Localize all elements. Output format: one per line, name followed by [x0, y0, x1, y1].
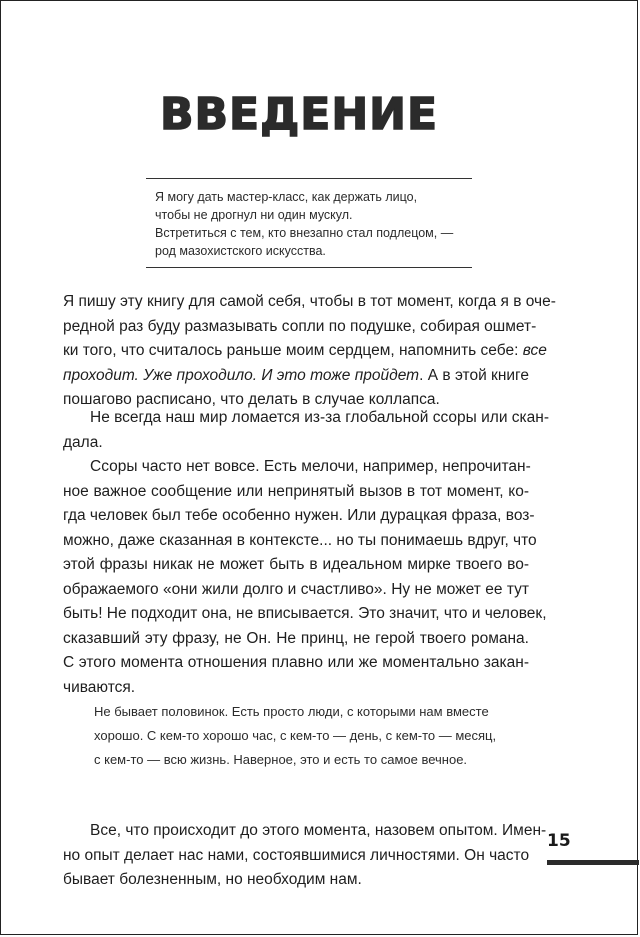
text-line: но опыт делает нас нами, состоявшимися личностями. Он часто [63, 846, 530, 864]
text-line: Все, что происходит до этого момента, назовем опытом. Имен- [90, 822, 547, 839]
text-line: ображаемого «они жили долго и счастливо». Ну не может ее тут [63, 580, 529, 598]
text-segment: . А в этой книге [419, 366, 529, 384]
block-quote [94, 700, 514, 772]
text-line: Я пишу эту книгу для самой себя, чтобы в тот момент, когда я в оче- [63, 293, 556, 310]
quote-line: хорошо. С кем-то хорошо час, с кем-то — день, с кем-то — месяц, [94, 728, 497, 743]
page-number-rule [547, 860, 639, 865]
text-line [63, 339, 547, 364]
epigraph-line: чтобы не дрогнул ни один мускул. [155, 208, 353, 222]
text-line: дала. [63, 433, 103, 451]
text-line: С этого момента отношения плавно или же моментально закан- [63, 654, 529, 671]
text-line: этой фразы никак не может быть в идеальном мирке твоего во- [63, 556, 529, 573]
text-line: пошагово расписано, что делать в случае коллапса. [63, 391, 440, 408]
quote-line: с кем-то — всю жизнь. Наверное, это и есть то самое вечное. [94, 752, 468, 767]
text-line [63, 364, 529, 389]
text-line: Не всегда наш мир ломается из-за глобальной ссоры или скан- [90, 409, 549, 426]
epigraph-line: Я могу дать мастер-класс, как держать лицо, [155, 190, 418, 204]
quote-line: Не бывает половинок. Есть просто люди, с которыми нам вместе [94, 704, 489, 719]
text-line: гда человек был тебе особенно нужен. Или дурацкая фраза, воз- [63, 507, 535, 524]
paragraph-3 [63, 455, 547, 700]
text-line: редной раз буду размазывать сопли по подушке, собирая ошмет- [63, 317, 537, 335]
text-line: можно, даже сказанная в контексте... но ты понимаешь вдруг, что [63, 531, 537, 549]
chapter-title: ВВЕДЕНИЕ [159, 89, 439, 140]
text-segment: ки того, что считалось раньше моим сердцем, напомнить себе: [63, 342, 519, 359]
epigraph [146, 178, 472, 268]
text-line: чиваются. [63, 678, 136, 696]
paragraph-2 [63, 406, 549, 455]
epigraph-line: род мазохистского искусства. [155, 244, 326, 258]
paragraph-1 [63, 290, 556, 413]
italic-text: все [522, 342, 547, 359]
text-line: бывает болезненным, но необходим нам. [63, 871, 362, 888]
text-line: Ссоры часто нет вовсе. Есть мелочи, например, непрочитан- [90, 458, 531, 475]
text-line: ное важное сообщение или непринятый вызов в тот момент, ко- [63, 482, 529, 500]
italic-text: проходит. Уже проходило. И это тоже пройдет [63, 366, 420, 384]
text-line: сказавший эту фразу, не Он. Не принц, не герой твоего романа. [63, 629, 529, 647]
paragraph-4 [63, 819, 547, 893]
text-line: быть! Не подходит она, не вписывается. Это значит, что и человек, [63, 605, 547, 622]
page-number: 15 [547, 831, 571, 851]
epigraph-line: Встретиться с тем, кто внезапно стал подлецом, — [155, 226, 454, 240]
